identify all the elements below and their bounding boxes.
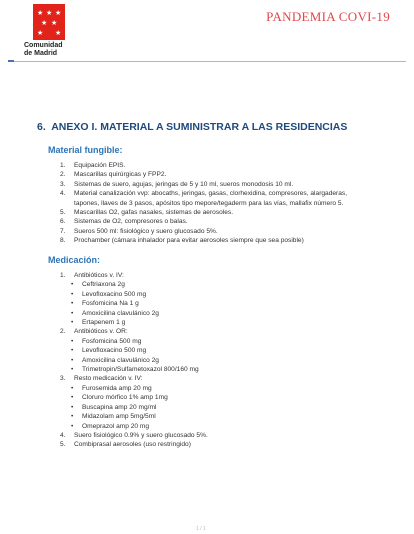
bullet-item bbox=[68, 384, 372, 393]
item-number: 4. bbox=[60, 431, 66, 439]
list-item bbox=[60, 189, 372, 208]
item-text: Sistemas de suero, agujas, jeringas de 5 y 10 ml, sueros monodosis 10 ml. bbox=[74, 180, 294, 188]
bullet-item bbox=[68, 337, 372, 346]
comunidad-de-madrid-logo bbox=[24, 4, 88, 64]
bullet-text: Amoxicilina clavulánico 2g bbox=[82, 309, 159, 317]
bullet-text: Omeprazol amp 20 mg bbox=[82, 422, 150, 430]
medicacion-list bbox=[60, 271, 372, 450]
item-text: Prochamber (cámara inhalador para evitar aerosoles siempre que sea posible) bbox=[74, 237, 304, 245]
bullet-item bbox=[68, 393, 372, 402]
bullet-text: Ertapenem 1 g bbox=[82, 319, 126, 327]
bullet-item bbox=[68, 280, 372, 289]
bullet-item bbox=[68, 422, 372, 431]
logo-text bbox=[24, 42, 88, 58]
list-item bbox=[60, 180, 372, 189]
bullet-text: Fosfomicina Na 1 g bbox=[82, 300, 139, 308]
item-number: 8. bbox=[60, 237, 66, 245]
medicacion-heading: Medicación: bbox=[48, 255, 101, 265]
madrid-flag-icon: ★ ★ ★ ★ ★ ★ ★ bbox=[33, 4, 65, 40]
bullet-item bbox=[68, 299, 372, 308]
bullet-item bbox=[68, 290, 372, 299]
item-text: Resto medicación v. IV: bbox=[74, 375, 143, 383]
item-text: Antibióticos v. IV: bbox=[74, 272, 124, 279]
bullet-text: Midazolam amp 5mg/5ml bbox=[82, 413, 156, 421]
header-divider-mark bbox=[8, 60, 14, 62]
page-number: 1 / 1 bbox=[196, 526, 206, 532]
item-number: 3. bbox=[60, 375, 66, 383]
logo-text-line2: de Madrid bbox=[24, 50, 58, 57]
fungible-list bbox=[60, 161, 372, 246]
bullet-icon: • bbox=[71, 347, 74, 355]
list-item bbox=[60, 327, 372, 336]
bullet-icon: • bbox=[71, 356, 74, 364]
item-number: 1. bbox=[60, 162, 66, 169]
list-item bbox=[60, 431, 372, 440]
item-text: Material canalización vvp: abocaths, jeringas, gasas, clorhexidina, compresores, alargaderas, tapones, llaves de 3 pasos, apósitos tipo mepore/tegaderm para las vías, mallafix número 5. bbox=[74, 190, 348, 207]
bullet-icon: • bbox=[71, 337, 74, 345]
list-item bbox=[60, 374, 372, 383]
item-number: 2. bbox=[60, 171, 66, 179]
bullet-item bbox=[68, 346, 372, 355]
bullet-icon: • bbox=[71, 319, 74, 327]
bullet-item bbox=[68, 365, 372, 374]
bullet-icon: • bbox=[71, 309, 74, 317]
bullet-list bbox=[60, 280, 372, 327]
bullet-text: Fosfomicina 500 mg bbox=[82, 337, 142, 345]
bullet-item bbox=[68, 318, 372, 327]
item-number: 5. bbox=[60, 209, 66, 217]
item-number: 1. bbox=[60, 272, 66, 279]
list-item bbox=[60, 208, 372, 217]
bullet-icon: • bbox=[71, 290, 74, 298]
header-divider bbox=[8, 61, 406, 62]
document-title: PANDEMIA COVI-19 bbox=[266, 9, 390, 24]
bullet-list bbox=[60, 337, 372, 375]
bullet-text: Ceftriaxona 2g bbox=[82, 281, 125, 289]
section-number: 6. bbox=[37, 121, 46, 133]
bullet-icon: • bbox=[71, 384, 74, 392]
item-number: 3. bbox=[60, 180, 66, 188]
bullet-text: Cloruro mórfico 1% amp 1mg bbox=[82, 394, 168, 402]
section-title bbox=[37, 121, 347, 133]
bullet-list bbox=[60, 384, 372, 431]
bullet-text: Levofloxacino 500 mg bbox=[82, 290, 147, 298]
item-text: Combiprasal aerosoles (uso restringido) bbox=[74, 441, 191, 449]
list-item bbox=[60, 227, 372, 236]
item-text: Mascarillas O2, gafas nasales, sistemas de aerosoles. bbox=[74, 209, 234, 217]
bullet-icon: • bbox=[71, 300, 74, 308]
bullet-icon: • bbox=[71, 422, 74, 430]
bullet-icon: • bbox=[71, 413, 74, 421]
item-text: Sistemas de O2, compresores o balas. bbox=[74, 218, 188, 226]
bullet-text: Furosemida amp 20 mg bbox=[82, 384, 152, 392]
fungible-heading: Material fungible: bbox=[48, 145, 123, 155]
logo-text-line1: Comunidad bbox=[24, 42, 63, 49]
item-text: Antibióticos v. OR: bbox=[74, 328, 128, 336]
list-item bbox=[60, 236, 372, 245]
item-text: Suero fisiológico 0.9% y suero glucosado 5%. bbox=[74, 431, 208, 439]
bullet-icon: • bbox=[71, 403, 74, 411]
bullet-icon: • bbox=[71, 366, 74, 374]
section-title-text: ANEXO I. MATERIAL A SUMINISTRAR A LAS RESIDENCIAS bbox=[51, 121, 348, 133]
page-header bbox=[0, 0, 414, 64]
bullet-text: Amoxicilina clavulánico 2g bbox=[82, 356, 159, 364]
item-number: 4. bbox=[60, 190, 66, 198]
bullet-text: Trimetropin/Sulfametoxazol 800/160 mg bbox=[82, 366, 199, 374]
list-item bbox=[60, 271, 372, 280]
item-number: 5. bbox=[60, 441, 66, 449]
item-number: 2. bbox=[60, 328, 66, 336]
list-item bbox=[60, 440, 372, 449]
item-text: Mascarillas quirúrgicas y FPP2. bbox=[74, 171, 167, 179]
item-text: Equipación EPIS. bbox=[74, 162, 126, 169]
list-item bbox=[60, 161, 372, 170]
bullet-icon: • bbox=[71, 281, 74, 289]
bullet-item bbox=[68, 412, 372, 421]
bullet-item bbox=[68, 356, 372, 365]
bullet-text: Buscapina amp 20 mg/ml bbox=[82, 403, 157, 411]
bullet-text: Levofloxacino 500 mg bbox=[82, 347, 147, 355]
item-number: 6. bbox=[60, 218, 66, 226]
bullet-item bbox=[68, 309, 372, 318]
list-item bbox=[60, 170, 372, 179]
bullet-item bbox=[68, 403, 372, 412]
bullet-icon: • bbox=[71, 394, 74, 402]
item-number: 7. bbox=[60, 227, 66, 235]
item-text: Sueros 500 ml: fisiológico y suero glucosado 5%. bbox=[74, 227, 218, 235]
list-item bbox=[60, 217, 372, 226]
